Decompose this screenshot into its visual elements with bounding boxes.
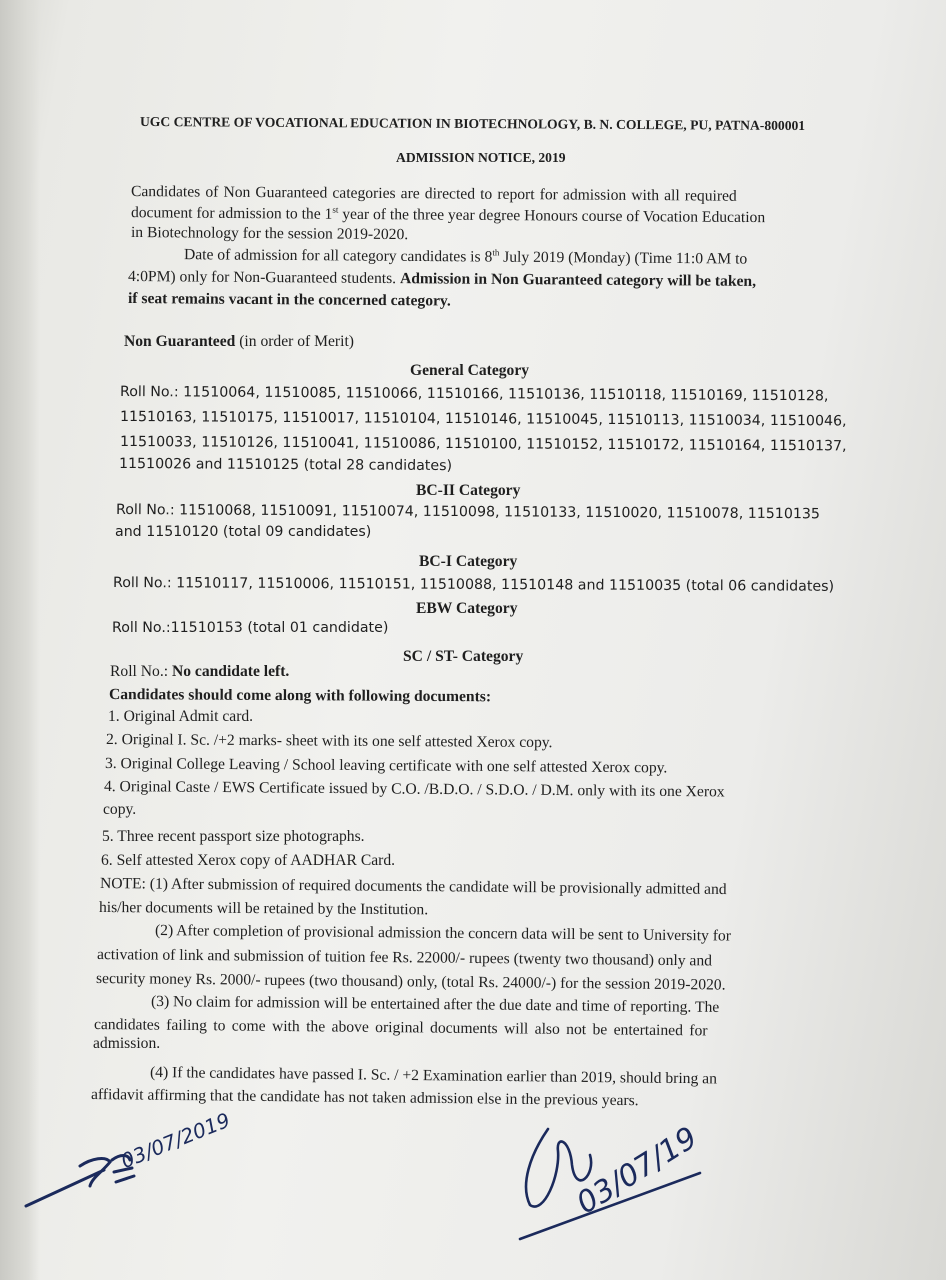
scst-roll-line-1: Roll No.: No candidate left. <box>110 663 290 680</box>
ebw-roll-line-1: Roll No.:11510153 (total 01 candidate) <box>112 620 389 636</box>
bc2-roll-line-2: and 11510120 (total 09 candidates) <box>115 524 372 540</box>
bc2-roll-line-1: Roll No.: 11510068, 11510091, 11510074, 11510098, 11510133, 11510020, 11510078, 11510135 <box>115 502 821 523</box>
general-roll-line-2: 11510163, 11510175, 11510017, 11510104, 11510146, 11510045, 11510113, 11510034, 11510046, <box>119 409 847 430</box>
note-3-line-2: candidates failing to come with the above original documents will also not be entertained for <box>93 1016 708 1040</box>
note-3-line-3: admission. <box>93 1035 161 1052</box>
note-2-line-3: security money Rs. 2000/- rupees (two thousand) only, (total Rs. 24000/-) for the session 2019-2020. <box>95 970 726 994</box>
ebw-category-title: EBW Category <box>416 600 518 617</box>
document-item-4: 4. Original Caste / EWS Certificate issued by C.O. /B.D.O. / S.D.O. / D.M. only with its one Xerox <box>103 778 725 801</box>
note-4-line-2: affidavit affirming that the candidate has not taken admission else in the previous years. <box>90 1086 639 1110</box>
intro-line-1: Candidates of Non Guaranteed categories are directed to report for admission with all required <box>130 183 737 205</box>
note-1-line-1: NOTE: (1) After submission of required documents the candidate will be provisionally admitted and <box>99 875 727 899</box>
left-signature-scribble <box>20 1120 280 1220</box>
general-roll-line-3: 11510033, 11510126, 11510041, 11510086, 11510100, 11510152, 11510172, 11510164, 11510137, <box>119 434 847 455</box>
bc2-category-title: BC-II Category <box>416 482 521 499</box>
note-2-line-1: (2) After completion of provisional admission the concern data will be sent to University for <box>154 922 732 945</box>
institution-heading: UGC CENTRE OF VOCATIONAL EDUCATION IN BIOTECHNOLOGY, B. N. COLLEGE, PU, PATNA-800001 <box>139 114 806 134</box>
left-signature <box>20 1107 280 1220</box>
intro-line-5: 4:0PM) only for Non-Guaranteed students. Admission in Non Guaranteed category will be taken, <box>127 268 757 290</box>
document-item-3: 3. Original College Leaving / School leaving certificate with one self attested Xerox copy. <box>104 755 668 777</box>
document-item-5: 5. Three recent passport size photographs. <box>102 828 365 845</box>
document-item-2: 2. Original I. Sc. /+2 marks- sheet with its one self attested Xerox copy. <box>105 731 553 752</box>
document-item-4-cont: copy. <box>103 801 137 818</box>
notice-title: ADMISSION NOTICE, 2019 <box>396 150 566 165</box>
scst-category-title: SC / ST- Category <box>403 648 524 665</box>
intro-line-4: Date of admission for all category candidates is 8th July 2019 (Monday) (Time 11:0 AM to <box>183 246 748 268</box>
right-signature-date: 03/07/19 <box>570 1120 704 1222</box>
right-signature <box>500 1115 740 1275</box>
note-2-line-2: activation of link and submission of tuition fee Rs. 22000/- rupees (twenty two thousand) only and <box>96 946 713 970</box>
bc1-category-title: BC-I Category <box>419 553 518 570</box>
documents-heading: Candidates should come along with following documents: <box>108 686 492 706</box>
non-guaranteed-label: Non Guaranteed (in order of Merit) <box>124 333 354 350</box>
left-signature-date: 03/07/2019 <box>117 1107 234 1174</box>
note-1-line-2: his/her documents will be retained by the Institution. <box>98 899 429 919</box>
document-item-1: 1. Original Admit card. <box>108 708 254 725</box>
intro-line-6: if seat remains vacant in the concerned category. <box>127 290 451 310</box>
document-item-6: 6. Self attested Xerox copy of AADHAR Card. <box>101 852 396 869</box>
note-3-line-1: (3) No claim for admission will be entertained after the due date and time of reporting. The <box>150 993 720 1016</box>
intro-line-3: in Biotechnology for the session 2019-2020. <box>130 224 409 244</box>
general-roll-line-1: Roll No.: 11510064, 11510085, 11510066, 11510166, 11510136, 11510118, 11510169, 11510128, <box>119 384 829 405</box>
general-category-title: General Category <box>410 362 530 379</box>
intro-line-2: document for admission to the 1st year of the three year degree Honours course of Vocation Education <box>130 204 766 227</box>
bc1-roll-line-1: Roll No.: 11510117, 11510006, 11510151, 11510088, 11510148 and 11510035 (total 06 candidates) <box>112 575 835 595</box>
note-4-line-1: (4) If the candidates have passed I. Sc. / +2 Examination earlier than 2019, should bring an <box>149 1064 718 1088</box>
general-roll-line-4: 11510026 and 11510125 (total 28 candidates) <box>118 456 453 475</box>
